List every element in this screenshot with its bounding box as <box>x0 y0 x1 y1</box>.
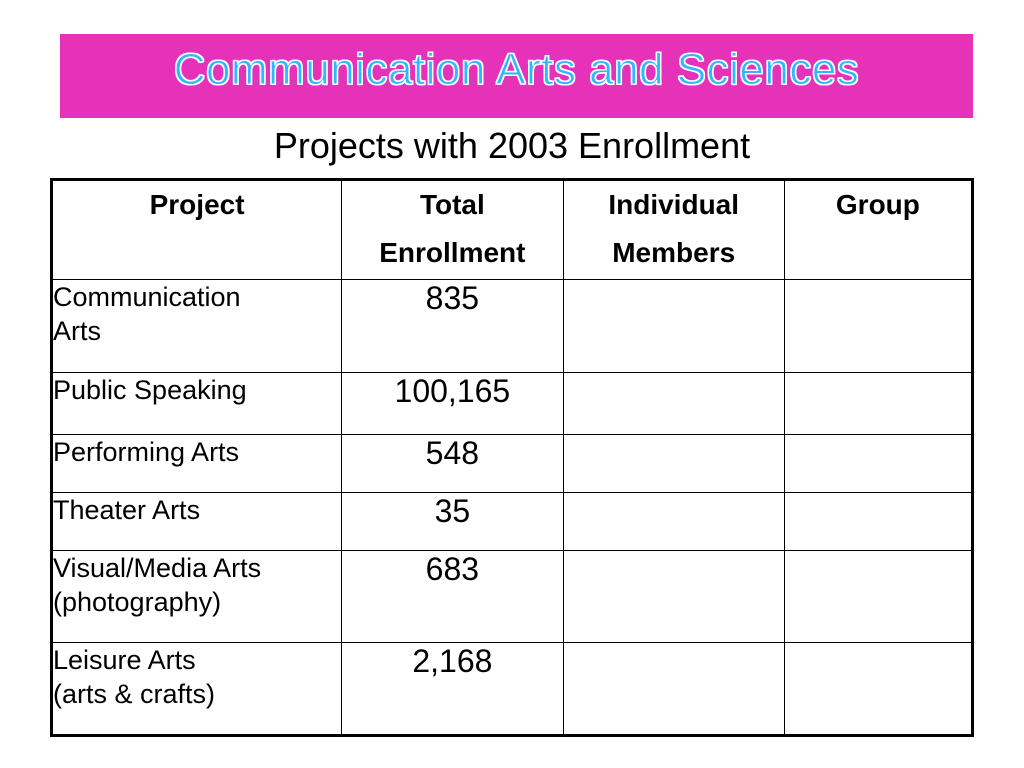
title-banner <box>60 34 973 118</box>
header-project <box>52 180 342 280</box>
project-name-cont: Arts <box>53 316 102 346</box>
slide-title: Communication Arts and Sciences <box>173 45 860 94</box>
project-name: Leisure Arts <box>53 645 196 675</box>
header-group <box>784 180 972 280</box>
header-individual-line2: Members <box>612 237 736 268</box>
individual-members-cell <box>563 643 784 736</box>
total-enrollment-cell: 35 <box>342 493 563 551</box>
individual-members-cell <box>563 280 784 373</box>
group-cell <box>784 643 972 736</box>
header-project-label: Project <box>149 189 245 220</box>
project-name-cont: (photography) <box>53 587 222 617</box>
header-total-line2: Enrollment <box>379 237 526 268</box>
group-cell <box>784 280 972 373</box>
total-enrollment-cell: 835 <box>342 280 563 373</box>
total-enrollment-cell: 683 <box>342 551 563 643</box>
individual-members-cell <box>563 551 784 643</box>
project-name: Visual/Media Arts <box>53 553 262 583</box>
project-name: Public Speaking <box>53 375 247 405</box>
project-cell <box>52 551 342 643</box>
header-individual-members <box>563 180 784 280</box>
project-cell <box>52 373 342 435</box>
project-cell <box>52 280 342 373</box>
project-cell <box>52 435 342 493</box>
project-name-cont: (arts & crafts) <box>53 679 216 709</box>
individual-members-cell <box>563 435 784 493</box>
group-cell <box>784 551 972 643</box>
project-cell <box>52 643 342 736</box>
header-individual-line1: Individual <box>608 189 740 220</box>
table-row <box>52 493 973 551</box>
total-enrollment-cell: 548 <box>342 435 563 493</box>
project-cell <box>52 493 342 551</box>
table-row <box>52 280 973 373</box>
table-row <box>52 551 973 643</box>
project-name: Performing Arts <box>53 437 240 467</box>
project-name: Theater Arts <box>53 495 201 525</box>
table-row <box>52 373 973 435</box>
total-enrollment-cell: 2,168 <box>342 643 563 736</box>
group-cell <box>784 435 972 493</box>
group-cell <box>784 493 972 551</box>
enrollment-table <box>50 178 974 737</box>
total-enrollment-cell: 100,165 <box>342 373 563 435</box>
slide-subtitle: Projects with 2003 Enrollment <box>273 125 751 166</box>
header-total-line1: Total <box>419 189 485 220</box>
individual-members-cell <box>563 373 784 435</box>
header-group-label: Group <box>835 189 920 220</box>
project-name: Communication <box>53 282 241 312</box>
header-total-enrollment <box>342 180 563 280</box>
table-row <box>52 643 973 736</box>
table-header-row <box>52 180 973 280</box>
group-cell <box>784 373 972 435</box>
table-row <box>52 435 973 493</box>
individual-members-cell <box>563 493 784 551</box>
